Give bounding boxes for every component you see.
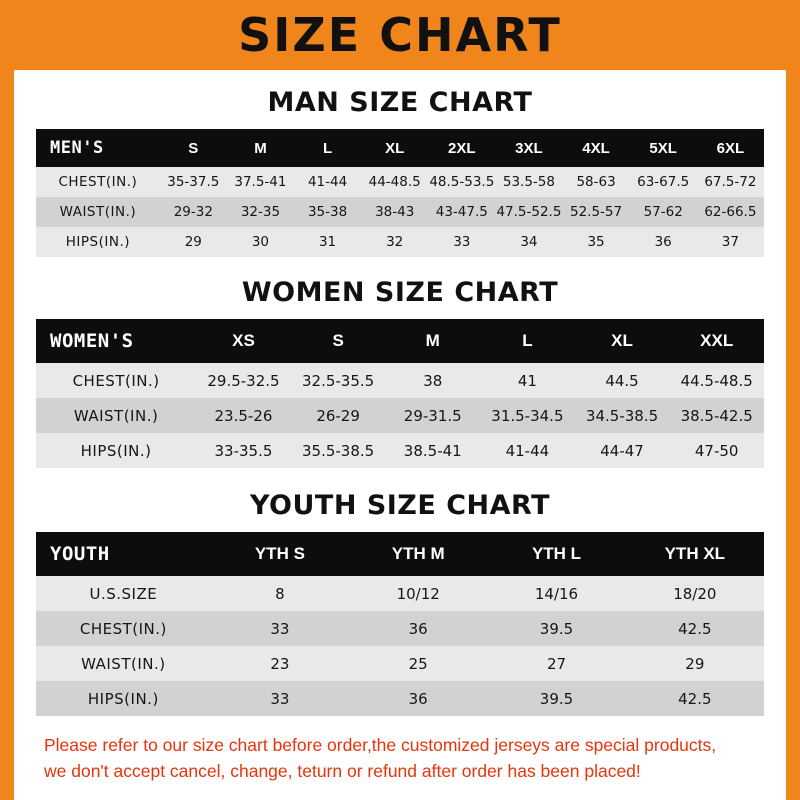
column-header: WOMEN'S [36, 319, 196, 363]
table-cell: 41 [480, 363, 575, 398]
table-row [36, 167, 764, 197]
table-cell: 29-32 [160, 197, 227, 227]
table-cell: 32 [361, 227, 428, 257]
table-header-row [36, 532, 764, 576]
section-title-youth: YOUTH SIZE CHART [249, 490, 551, 521]
table-cell: 62-66.5 [697, 197, 764, 227]
table-row [36, 398, 764, 433]
table-header-row [36, 129, 764, 167]
table-cell: 38.5-42.5 [669, 398, 764, 433]
table-row [36, 646, 764, 681]
table-cell: 25 [349, 646, 487, 681]
table-cell: 47-50 [669, 433, 764, 468]
table-row [36, 363, 764, 398]
table-cell: 27 [487, 646, 625, 681]
table-cell: 32-35 [227, 197, 294, 227]
table-cell: 8 [211, 576, 349, 611]
row-header: HIPS(IN.) [36, 681, 211, 716]
order-notice-line-2: we don't accept cancel, change, teturn or refund after order has been placed! [44, 761, 641, 782]
column-header: XS [196, 319, 291, 363]
table-cell: 29 [626, 646, 764, 681]
column-header: 4XL [563, 129, 630, 167]
table-cell: 36 [349, 681, 487, 716]
column-header: L [480, 319, 575, 363]
table-cell: 42.5 [626, 681, 764, 716]
table-cell: 36 [349, 611, 487, 646]
table-cell: 43-47.5 [428, 197, 495, 227]
banner [0, 0, 800, 70]
column-header: XXL [669, 319, 764, 363]
table-header-row [36, 319, 764, 363]
row-header: HIPS(IN.) [36, 433, 196, 468]
content [14, 87, 786, 785]
row-header: WAIST(IN.) [36, 398, 196, 433]
column-header: M [385, 319, 480, 363]
table-cell: 33 [211, 681, 349, 716]
table-cell: 31 [294, 227, 361, 257]
table-cell: 34 [495, 227, 562, 257]
column-header: YTH S [211, 532, 349, 576]
table-cell: 31.5-34.5 [480, 398, 575, 433]
table-cell: 44-47 [575, 433, 670, 468]
column-header: S [160, 129, 227, 167]
table-cell: 38-43 [361, 197, 428, 227]
order-notice-line-1: Please refer to our size chart before order,the customized jerseys are special products, [44, 735, 717, 755]
page-title: SIZE CHART [238, 8, 562, 62]
column-header: 2XL [428, 129, 495, 167]
table-cell: 57-62 [630, 197, 697, 227]
table-cell: 41-44 [294, 167, 361, 197]
table-cell: 52.5-57 [563, 197, 630, 227]
column-header: YTH XL [626, 532, 764, 576]
table-row [36, 197, 764, 227]
section-title-women: WOMEN SIZE CHART [241, 277, 559, 308]
row-header: WAIST(IN.) [36, 197, 160, 227]
table-row [36, 681, 764, 716]
row-header: CHEST(IN.) [36, 611, 211, 646]
table-cell: 10/12 [349, 576, 487, 611]
table-cell: 44.5-48.5 [669, 363, 764, 398]
column-header: XL [361, 129, 428, 167]
column-header: MEN'S [36, 129, 160, 167]
table-cell: 42.5 [626, 611, 764, 646]
table-cell: 29 [160, 227, 227, 257]
table-cell: 14/16 [487, 576, 625, 611]
column-header: 3XL [495, 129, 562, 167]
order-notice [36, 732, 764, 785]
table-cell: 63-67.5 [630, 167, 697, 197]
column-header: YTH L [487, 532, 625, 576]
table-cell: 39.5 [487, 681, 625, 716]
table-row [36, 611, 764, 646]
table-cell: 33-35.5 [196, 433, 291, 468]
table-cell: 44.5 [575, 363, 670, 398]
table-cell: 37.5-41 [227, 167, 294, 197]
youth-size-table [36, 532, 764, 716]
table-cell: 30 [227, 227, 294, 257]
table-cell: 58-63 [563, 167, 630, 197]
table-cell: 34.5-38.5 [575, 398, 670, 433]
table-cell: 35-37.5 [160, 167, 227, 197]
table-cell: 67.5-72 [697, 167, 764, 197]
table-row [36, 433, 764, 468]
table-cell: 53.5-58 [495, 167, 562, 197]
column-header: S [291, 319, 386, 363]
table-cell: 18/20 [626, 576, 764, 611]
row-header: WAIST(IN.) [36, 646, 211, 681]
column-header: 5XL [630, 129, 697, 167]
women-size-table [36, 319, 764, 468]
column-header: L [294, 129, 361, 167]
column-header: YTH M [349, 532, 487, 576]
column-header: XL [575, 319, 670, 363]
table-cell: 32.5-35.5 [291, 363, 386, 398]
table-cell: 35-38 [294, 197, 361, 227]
table-cell: 35 [563, 227, 630, 257]
row-header: HIPS(IN.) [36, 227, 160, 257]
section-title-men: MAN SIZE CHART [267, 87, 533, 118]
table-cell: 39.5 [487, 611, 625, 646]
table-cell: 29-31.5 [385, 398, 480, 433]
table-cell: 36 [630, 227, 697, 257]
table-cell: 44-48.5 [361, 167, 428, 197]
table-cell: 35.5-38.5 [291, 433, 386, 468]
row-header: CHEST(IN.) [36, 167, 160, 197]
table-cell: 33 [428, 227, 495, 257]
table-cell: 47.5-52.5 [495, 197, 562, 227]
table-cell: 23 [211, 646, 349, 681]
column-header: M [227, 129, 294, 167]
table-cell: 33 [211, 611, 349, 646]
table-cell: 29.5-32.5 [196, 363, 291, 398]
row-header: U.S.SIZE [36, 576, 211, 611]
column-header: 6XL [697, 129, 764, 167]
column-header: YOUTH [36, 532, 211, 576]
table-cell: 48.5-53.5 [428, 167, 495, 197]
table-cell: 38.5-41 [385, 433, 480, 468]
table-cell: 37 [697, 227, 764, 257]
table-cell: 23.5-26 [196, 398, 291, 433]
table-cell: 38 [385, 363, 480, 398]
table-row [36, 227, 764, 257]
men-size-table [36, 129, 764, 257]
row-header: CHEST(IN.) [36, 363, 196, 398]
table-cell: 41-44 [480, 433, 575, 468]
table-row [36, 576, 764, 611]
table-cell: 26-29 [291, 398, 386, 433]
